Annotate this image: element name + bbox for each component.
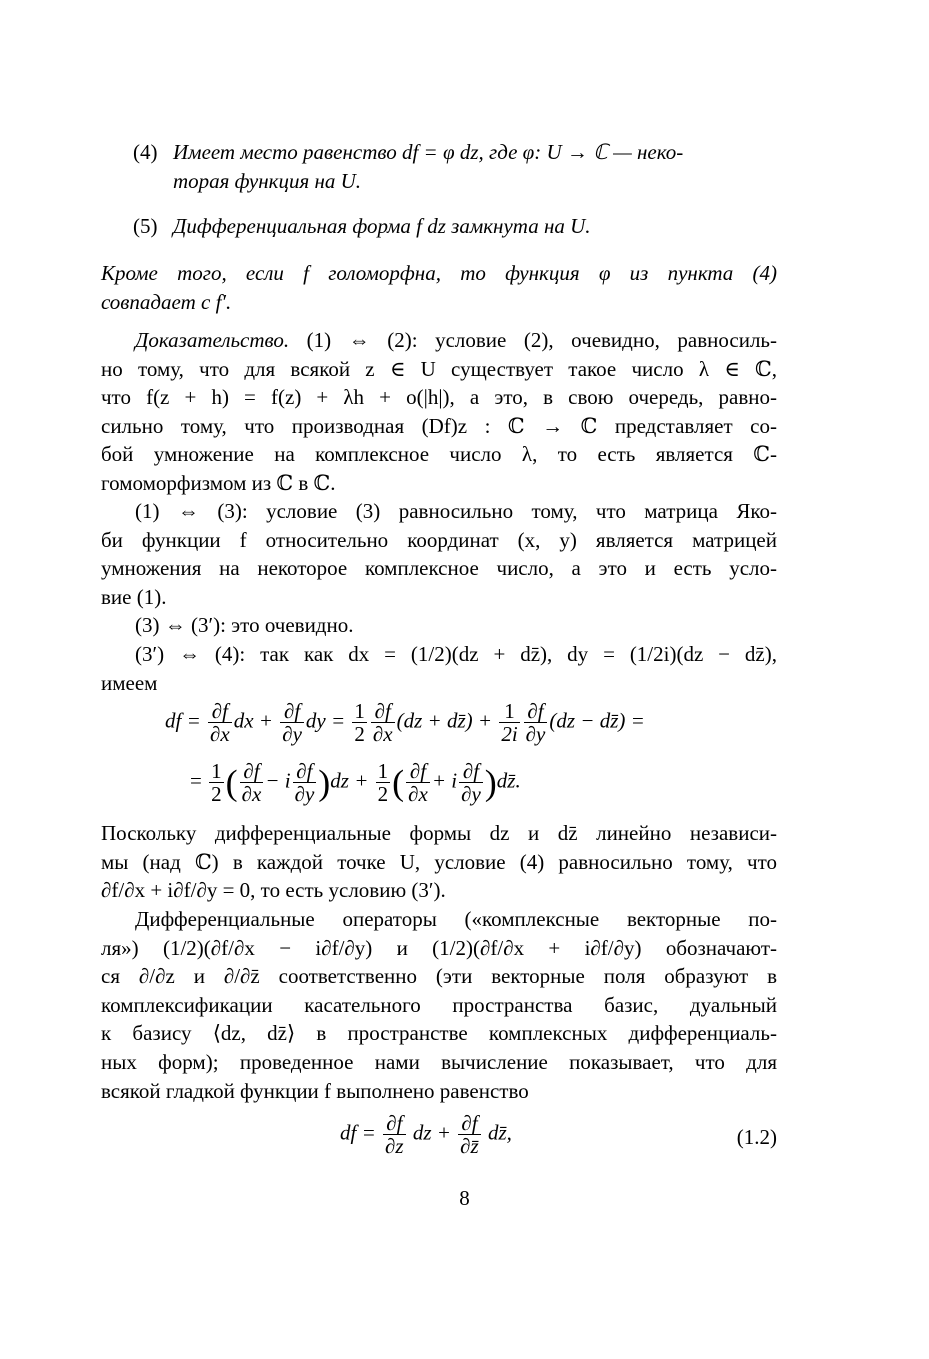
denominator: 2 xyxy=(211,782,222,806)
text-line: имеем xyxy=(101,670,158,695)
denominator: ∂x xyxy=(408,782,428,806)
item-text-line-1: Дифференциальная форма f dz замкнута на U. xyxy=(173,214,591,238)
display-formula-line-2 xyxy=(190,760,521,805)
proof-label: Доказательство. xyxy=(135,328,290,352)
paragraph-linear-independence xyxy=(101,819,777,905)
proof-paragraph-3 xyxy=(101,611,777,640)
numerator: ∂f xyxy=(459,760,483,783)
numerator: ∂f xyxy=(208,700,232,723)
fraction-df-dy xyxy=(524,700,548,745)
fraction-df-dy xyxy=(459,760,483,805)
formula-term: dx + xyxy=(233,708,273,733)
numerator: 1 xyxy=(499,700,519,723)
denominator: ∂x xyxy=(210,722,230,746)
text-line: комплексификации касательного пространства базис, дуальный xyxy=(101,992,777,1017)
text-line: совпадает с f′. xyxy=(101,289,232,314)
numerator: ∂f xyxy=(406,760,430,783)
formula-lhs: df = xyxy=(165,708,201,733)
text-line: мы (над ℂ) в каждой точке U, условие (4) равносильно тому, что xyxy=(101,849,777,874)
text-line: умножения на некоторое комплексное число, а это и есть усло- xyxy=(101,556,777,581)
proof-line: (1) ⇔ (2): условие (2), очевидно, равносиль- xyxy=(289,328,777,352)
proof-paragraph-4 xyxy=(101,640,777,697)
text-line: (3) ⇔ (3′): это очевидно. xyxy=(135,613,354,637)
formula-term: (dz + dz̄) + xyxy=(396,708,493,733)
text-line: би функции f относительно координат (x, y) является матрицей xyxy=(101,527,777,552)
numerator: ∂f xyxy=(280,700,304,723)
equation-number: (1.2) xyxy=(736,1125,777,1149)
item-text-line-1: Имеет место равенство df = φ dz, где φ: U → ℂ — неко- xyxy=(173,140,684,164)
numerator: ∂f xyxy=(458,1112,481,1135)
denominator: ∂y xyxy=(282,722,302,746)
denominator: ∂y xyxy=(294,782,315,806)
big-paren: ) xyxy=(318,762,331,803)
fraction-one-over-2i xyxy=(499,700,519,745)
formula-term: dz̄, xyxy=(487,1120,512,1145)
fraction-df-dx xyxy=(371,700,395,745)
fraction-one-half xyxy=(376,760,391,805)
formula-term: + i xyxy=(431,768,458,793)
numerator: ∂f xyxy=(524,700,548,723)
formula-equals: = xyxy=(190,768,202,793)
proof-paragraph-2 xyxy=(101,497,777,611)
numerator: ∂f xyxy=(371,700,395,723)
theorem-item-5 xyxy=(133,212,777,241)
big-paren: ( xyxy=(225,762,238,803)
proof-paragraph-1 xyxy=(101,326,777,498)
denominator: ∂x xyxy=(372,722,393,746)
big-paren: ) xyxy=(484,762,497,803)
display-formula-line-1 xyxy=(165,700,645,745)
denominator: ∂z xyxy=(385,1134,404,1158)
formula-term: dz + xyxy=(412,1120,451,1145)
text-line: к базису ⟨dz, dz̄⟩ в пространстве комплексных дифференциаль- xyxy=(101,1021,777,1046)
fraction-df-dx xyxy=(240,760,264,805)
denominator: 2 xyxy=(354,722,365,746)
fraction-df-dy xyxy=(293,760,317,805)
display-formula-1-2 xyxy=(340,1112,512,1157)
numerator: 1 xyxy=(211,759,222,783)
text-line: ных форм); проведенное нами вычисление показывает, что для xyxy=(101,1049,777,1074)
text-line: вие (1). xyxy=(101,584,167,609)
numerator: ∂f xyxy=(240,760,264,783)
text-line: ся ∂/∂z и ∂/∂z̄ соответственно (эти векторные поля образуют в xyxy=(101,964,777,989)
formula-term: (dz − dz̄) = xyxy=(549,708,645,733)
numerator: 1 xyxy=(377,759,389,783)
item-number: (5) xyxy=(133,214,158,238)
text-line xyxy=(101,326,777,355)
text-line: ∂f/∂x + i∂f/∂y = 0, то есть условию (3′). xyxy=(101,878,446,903)
text-line: (1) ⇔ (3): условие (3) равносильно тому, что матрица Яко- xyxy=(135,499,777,523)
text-line: сильно тому, что производная (Df)z : ℂ → ℂ представляет со- xyxy=(101,413,777,438)
text-line: Дифференциальные операторы («комплексные векторные по- xyxy=(135,907,777,931)
theorem-addendum xyxy=(101,259,777,316)
fraction-df-dzbar xyxy=(458,1112,481,1157)
text-line: бой умножение на комплексное число λ, то есть является ℂ- xyxy=(101,442,777,467)
text-line: (3′) ⇔ (4): так как dx = (1/2)(dz + dz̄), dy = (1/2i)(dz − dz̄), xyxy=(135,642,777,666)
fraction-df-dz xyxy=(383,1112,406,1157)
fraction-one-half xyxy=(209,760,224,805)
numerator: ∂f xyxy=(383,1112,406,1135)
denominator: ∂y xyxy=(525,722,546,746)
denominator: ∂y xyxy=(461,782,481,806)
text-line: Кроме того, если f голоморфна, то функция φ из пункта (4) xyxy=(101,261,777,285)
denominator: 2 xyxy=(377,782,389,806)
item-text-line-2: торая функция на U. xyxy=(173,168,362,193)
denominator: ∂z̄ xyxy=(460,1134,479,1158)
formula-term: − i xyxy=(265,768,291,793)
theorem-item-4 xyxy=(133,138,777,195)
fraction-df-dx xyxy=(208,700,232,745)
formula-term: dy = xyxy=(305,708,346,733)
fraction-df-dy xyxy=(280,700,304,745)
big-paren: ( xyxy=(392,762,405,803)
denominator: ∂x xyxy=(241,782,262,806)
text-line: что f(z + h) = f(z) + λh + o(|h|), а это, в свою очередь, равно- xyxy=(101,385,777,410)
text-line: но тому, что для всякой z ∈ U существует такое число λ ∈ ℂ, xyxy=(101,356,777,381)
formula-lhs: df = xyxy=(340,1120,376,1145)
text-line: всякой гладкой функции f выполнено равенство xyxy=(101,1078,529,1103)
page-number: 8 xyxy=(459,1186,470,1210)
paragraph-differential-operators xyxy=(101,905,777,1105)
fraction-df-dx xyxy=(406,760,430,805)
formula-term: dz + xyxy=(330,768,369,793)
numerator: ∂f xyxy=(293,760,317,783)
text-line: гомоморфизмом из ℂ в ℂ. xyxy=(101,470,336,495)
denominator: 2i xyxy=(501,722,518,746)
text-line: ля») (1/2)(∂f/∂x − i∂f/∂y) и (1/2)(∂f/∂x + i∂f/∂y) обозначают- xyxy=(101,935,777,960)
formula-term: dz̄. xyxy=(496,768,521,793)
numerator: 1 xyxy=(354,699,365,723)
fraction-one-half xyxy=(352,700,367,745)
item-number: (4) xyxy=(133,140,158,164)
text-line: Поскольку дифференциальные формы dz и dz̄ линейно независи- xyxy=(101,821,777,845)
